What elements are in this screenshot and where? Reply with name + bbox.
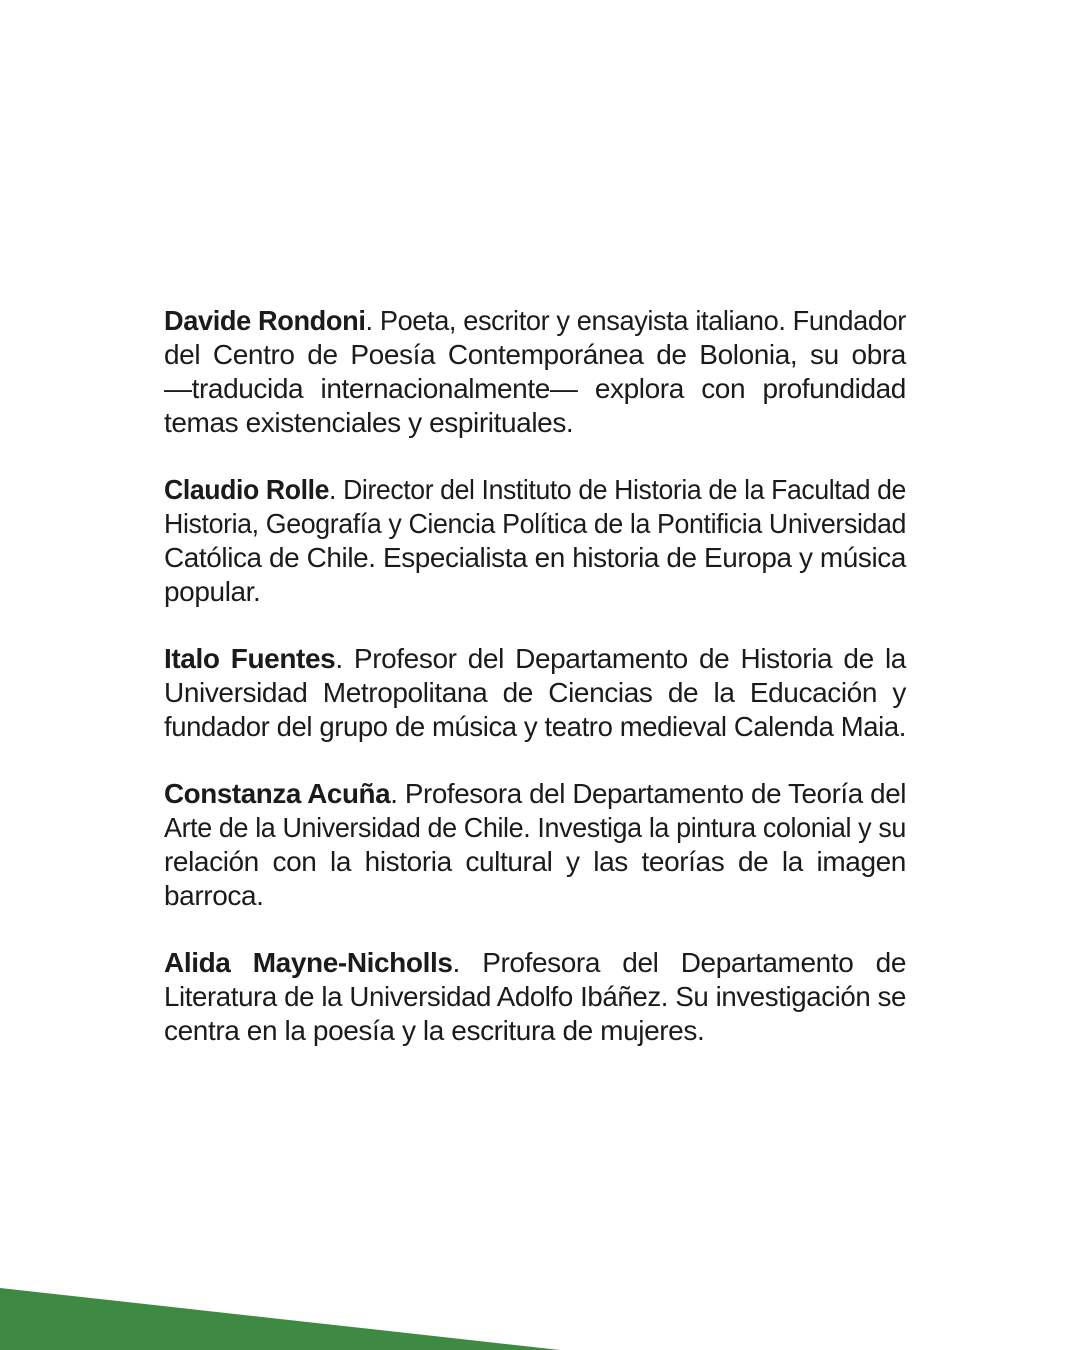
bio-line <box>164 811 906 845</box>
bio-line <box>164 338 906 372</box>
bio-line <box>164 710 906 744</box>
bios-section <box>164 304 906 1081</box>
bio-line <box>164 1014 906 1048</box>
bio-line-text: Italo Fuentes. Profesor del Departamento de Historia de la <box>164 643 906 674</box>
bio-name: Italo Fuentes <box>164 643 336 674</box>
bio-line-text: Constanza Acuña. Profesora del Departamento de Teoría del <box>164 778 907 809</box>
green-wedge-polygon <box>0 1288 560 1350</box>
bio-line-text: Historia, Geografía y Ciencia Política de la Pontificia Universidad <box>164 508 907 539</box>
bio-line <box>164 980 906 1014</box>
bio-line-text: relación con la historia cultural y las teorías de la imagen <box>164 846 906 877</box>
bio-line <box>164 507 906 541</box>
bio-line <box>164 575 906 609</box>
bio-line-text: Universidad Metropolitana de Ciencias de la Educación y <box>164 677 906 708</box>
bio-line <box>164 777 906 811</box>
bio-name: Davide Rondoni <box>164 305 366 336</box>
bio-line-text: Católica de Chile. Especialista en historia de Europa y música <box>164 542 906 573</box>
green-wedge-shape <box>0 1288 560 1350</box>
bio-line-text: temas existenciales y espirituales. <box>164 407 574 438</box>
bio-line <box>164 879 906 913</box>
bio-line <box>164 304 906 338</box>
bio-line <box>164 406 906 440</box>
bio-line <box>164 642 906 676</box>
bio-line <box>164 372 906 406</box>
bio-line-text: Alida Mayne-Nicholls. Profesora del Departamento de <box>164 947 907 978</box>
bio-line-text: —traducida internacionalmente— explora con profundidad <box>164 373 906 404</box>
bio-line-text: Claudio Rolle. Director del Instituto de Historia de la Facultad de <box>164 474 906 505</box>
bio-line-text: Literatura de la Universidad Adolfo Ibáñez. Su investigación se <box>164 981 907 1012</box>
bio-line <box>164 845 906 879</box>
bio-paragraph <box>164 777 906 913</box>
bio-paragraph <box>164 304 906 440</box>
bio-line-text: Davide Rondoni. Poeta, escritor y ensayista italiano. Fundador <box>164 305 906 336</box>
bio-line <box>164 541 906 575</box>
bio-paragraph <box>164 473 906 609</box>
bio-line-text: popular. <box>164 576 261 607</box>
bio-paragraph <box>164 946 906 1048</box>
bio-line-text: Arte de la Universidad de Chile. Investiga la pintura colonial y su <box>164 812 907 843</box>
bio-line-text: del Centro de Poesía Contemporánea de Bolonia, su obra <box>164 339 906 370</box>
bio-line <box>164 946 906 980</box>
bio-line <box>164 473 906 507</box>
bio-line-text: fundador del grupo de música y teatro medieval Calenda Maia. <box>164 711 906 742</box>
bio-name: Constanza Acuña <box>164 778 391 809</box>
bio-line <box>164 676 906 710</box>
bio-paragraph <box>164 642 906 744</box>
bio-name: Alida Mayne-Nicholls <box>164 947 453 978</box>
bio-line-text: barroca. <box>164 880 264 911</box>
bio-line-text: centra en la poesía y la escritura de mujeres. <box>164 1015 705 1046</box>
bio-name: Claudio Rolle <box>164 474 330 505</box>
